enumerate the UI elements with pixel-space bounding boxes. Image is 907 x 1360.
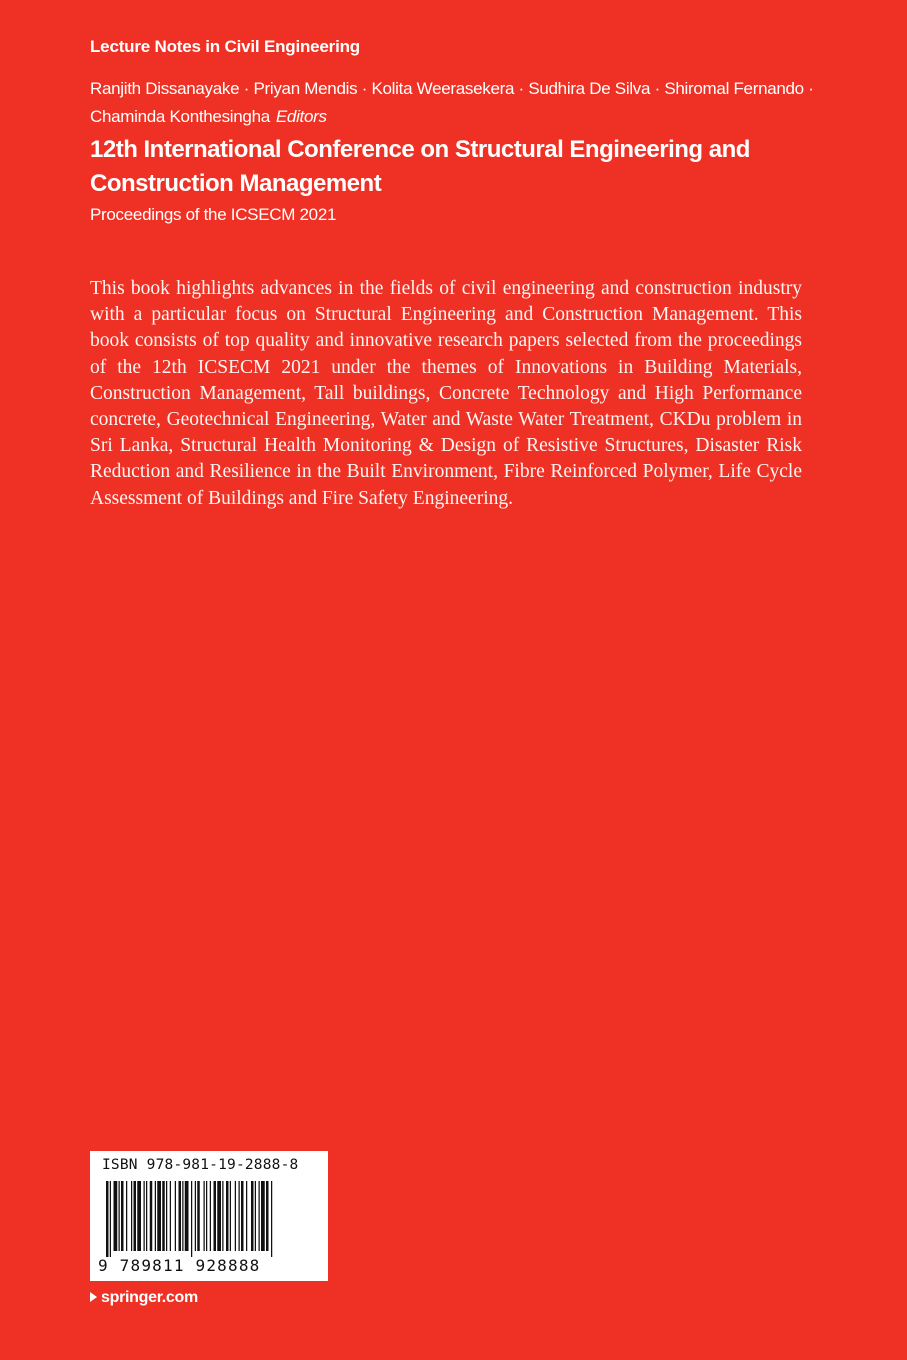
series-name: Lecture Notes in Civil Engineering <box>90 37 360 56</box>
book-title-line-1: 12th International Conference on Structural Engineering and <box>90 136 750 163</box>
barcode-bar <box>241 1181 244 1251</box>
barcode-bars <box>106 1181 316 1257</box>
barcode-bar <box>259 1181 260 1251</box>
editors-line-1: Ranjith Dissanayake · Priyan Mendis · Kolita Weerasekera · Sudhira De Silva · Shiromal Fernando · <box>90 79 814 98</box>
barcode-bar <box>266 1181 269 1251</box>
barcode-bar <box>230 1181 231 1251</box>
publisher-link[interactable] <box>90 1287 198 1309</box>
barcode-bar <box>110 1181 111 1257</box>
barcode-bar <box>126 1181 127 1251</box>
barcode-bar <box>162 1181 165 1251</box>
barcode-bar <box>179 1181 182 1251</box>
barcode-bar <box>175 1181 176 1251</box>
barcode-bar <box>134 1181 137 1251</box>
barcode-bar <box>204 1181 205 1251</box>
editors-line-2 <box>90 103 830 131</box>
book-title <box>90 133 830 201</box>
barcode-bar <box>106 1181 109 1257</box>
barcode-bar <box>226 1181 229 1251</box>
barcode-bar <box>144 1181 145 1251</box>
barcode-bar <box>131 1181 132 1251</box>
barcode-bar <box>235 1181 236 1251</box>
barcode-bar <box>197 1181 200 1251</box>
barcode-bar <box>157 1181 161 1251</box>
barcode-bar <box>251 1181 254 1251</box>
barcode-bar <box>195 1181 196 1251</box>
barcode-bar <box>206 1181 207 1251</box>
barcode-bar <box>191 1181 192 1257</box>
barcode-bar <box>119 1181 120 1251</box>
barcode-bar <box>185 1181 189 1251</box>
barcode-bar <box>114 1181 118 1251</box>
barcode-bar <box>222 1181 223 1251</box>
barcode-bar <box>170 1181 171 1251</box>
arrow-right-icon <box>90 1292 97 1302</box>
book-description: This book highlights advances in the fields of civil engineering and construction industry with a particular focus on Structural Engineering and Construction Management. This book consists of top quality and innovative research papers selected from the proceedings of the 12th ICSECM 2021 under the themes of Innovations in Building Materials, Construction Management, Tall buildings, Concrete Technology and High Performance concrete, Geotechnical Engineering, Water and Waste Water Treatment, CKDu problem in Sri Lanka, Structural Health Monitoring & Design of Resistive Structures, Disaster Risk Reduction and Resilience in the Built Environment, Fibre Reinforced Polymer, Life Cycle Assessment of Buildings and Fire Safety Engineering. <box>90 278 802 509</box>
editor-last: Chaminda Konthesingha <box>90 107 270 126</box>
barcode-bar <box>182 1181 183 1251</box>
barcode-bar <box>217 1181 221 1251</box>
barcode-bar <box>239 1181 240 1251</box>
editors-role: Editors <box>275 107 327 126</box>
isbn-label: ISBN 978-981-19-2888-8 <box>102 1157 299 1173</box>
barcode-bar <box>150 1181 153 1251</box>
publisher-link-text: springer.com <box>101 1289 198 1306</box>
editors-list <box>90 75 830 131</box>
barcode-bar <box>261 1181 265 1251</box>
isbn-barcode <box>90 1151 328 1281</box>
barcode-bar <box>255 1181 256 1251</box>
barcode-bar <box>214 1181 217 1251</box>
barcode-graphic <box>106 1181 316 1257</box>
barcode-bar <box>146 1181 147 1251</box>
barcode-bar <box>166 1181 167 1251</box>
barcode-bar <box>210 1181 211 1251</box>
barcode-bar <box>155 1181 156 1251</box>
barcode-bar <box>137 1181 141 1251</box>
book-subtitle: Proceedings of the ICSECM 2021 <box>90 205 337 224</box>
barcode-bar <box>246 1181 247 1251</box>
barcode-bar <box>121 1181 124 1251</box>
barcode-digits: 9 789811 928888 <box>98 1256 261 1275</box>
book-title-line-2: Construction Management <box>90 170 382 197</box>
barcode-bar <box>271 1181 272 1257</box>
